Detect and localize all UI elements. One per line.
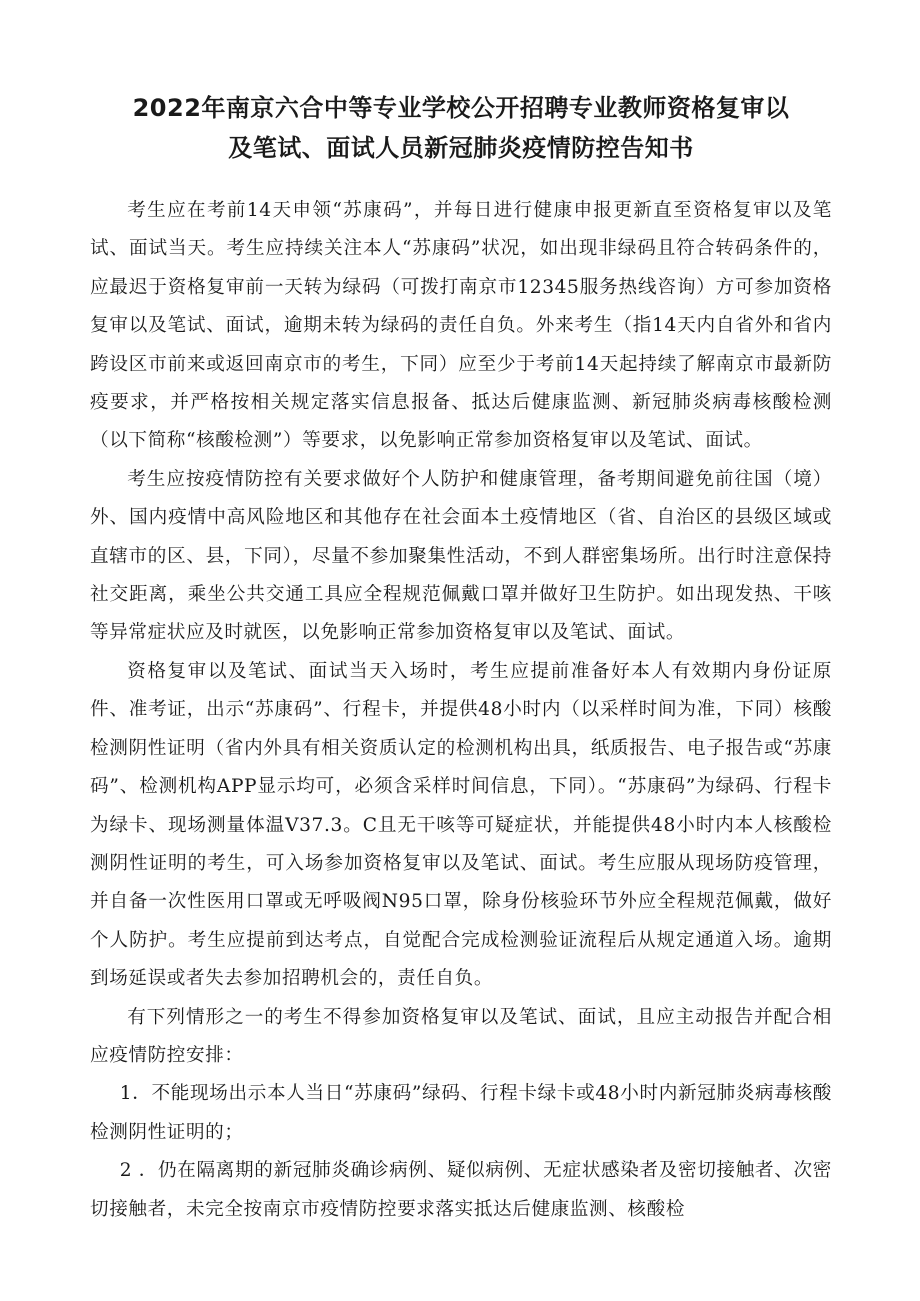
title-line-2: 及笔试、面试人员新冠肺炎疫情防控告知书 [228, 134, 694, 162]
paragraph-exclusion-intro: 有下列情形之一的考生不得参加资格复审以及笔试、面试，且应主动报告并配合相应疫情防控安排： [90, 1006, 832, 1066]
title-line-1: 2022年南京六合中等专业学校公开招聘专业教师资格复审以 [132, 94, 790, 122]
paragraph-health-code: 考生应在考前14天申领“苏康码”，并每日进行健康申报更新直至资格复审以及笔试、面试当天。考生应持续关注本人“苏康码”状况，如出现非绿码且符合转码条件的，应最迟于资格复审前一天转为绿码（可拨打南京市12345服务热线咨询）方可参加资格复审以及笔试、面试，逾期未转为绿码的责任自负。外来考生（指14天内自省外和省内跨设区市前来或返回南京市的考生，下同）应至少于考前14天起持续了解南京市最新防疫要求，并严格按相关规定落实信息报备、抵达后健康监测、新冠肺炎病毒核酸检测（以下简称“核酸检测”）等要求，以免影响正常参加资格复审以及笔试、面试。 [90, 200, 832, 452]
document-title [90, 88, 832, 168]
list-item: 2 ．仍在隔离期的新冠肺炎确诊病例、疑似病例、无症状感染者及密切接触者、次密切接触者，未完全按南京市疫情防控要求落实抵达后健康监测、核酸检 [90, 1160, 832, 1220]
paragraph-entry-requirements: 资格复审以及笔试、面试当天入场时，考生应提前准备好本人有效期内身份证原件、准考证，出示“苏康码”、行程卡，并提供48小时内（以采样时间为准，下同）核酸检测阴性证明（省内外具有相关资质认定的检测机构出具，纸质报告、电子报告或“苏康码”、检测机构APP显示均可，必须含采样时间信息，下同）。“苏康码”为绿码、行程卡为绿卡、现场测量体温V37.3。C且无干咳等可疑症状，并能提供48小时内本人核酸检测阴性证明的考生，可入场参加资格复审以及笔试、面试。考生应服从现场防疫管理，并自备一次性医用口罩或无呼吸阀N95口罩，除身份核验环节外应全程规范佩戴，做好个人防护。考生应提前到达考点，自觉配合完成检测验证流程后从规定通道入场。逾期到场延误或者失去参加招聘机会的，责任自负。 [90, 660, 832, 990]
list-item: 1．不能现场出示本人当日“苏康码”绿码、行程卡绿卡或48小时内新冠肺炎病毒核酸检测阴性证明的； [90, 1083, 832, 1143]
document-page [90, 88, 832, 1229]
paragraph-personal-protection: 考生应按疫情防控有关要求做好个人防护和健康管理，备考期间避免前往国（境）外、国内疫情中高风险地区和其他存在社会面本土疫情地区（省、自治区的县级区域或直辖市的区、县，下同），尽量不参加聚集性活动，不到人群密集场所。出行时注意保持社交距离，乘坐公共交通工具应全程规范佩戴口罩并做好卫生防护。如出现发热、干咳等异常症状应及时就医，以免影响正常参加资格复审以及笔试、面试。 [90, 468, 832, 644]
